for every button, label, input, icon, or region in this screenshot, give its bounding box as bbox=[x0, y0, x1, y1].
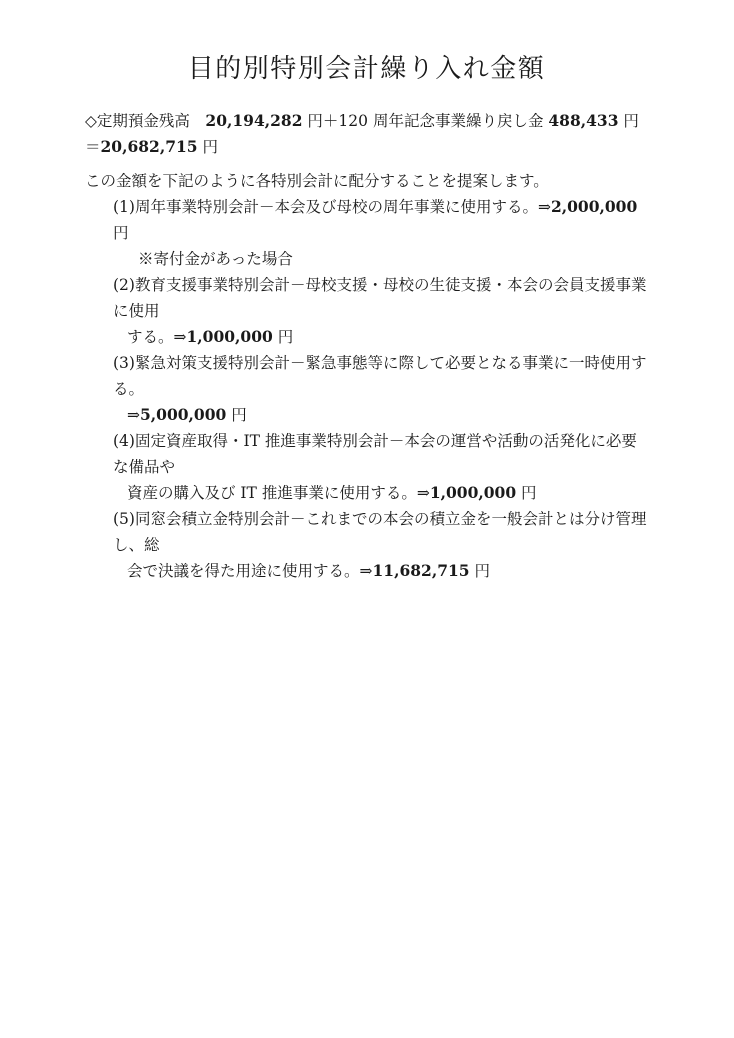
item-text: ⇒ bbox=[127, 406, 140, 424]
total-amount: 20,682,715 bbox=[100, 137, 198, 156]
intro-line: この金額を下記のように各特別会計に配分することを提案します。 bbox=[85, 172, 549, 190]
item-text: 周年事業特別会計－本会及び母校の周年事業に使用する。⇒ bbox=[134, 198, 551, 216]
item-marker: (5) bbox=[113, 510, 135, 528]
item-3-line-1 bbox=[85, 350, 648, 402]
item-text: 教育支援事業特別会計－母校支援・母校の生徒支援・本会の会員支援事業に使用 bbox=[113, 276, 647, 320]
yen-unit: 円 bbox=[197, 138, 219, 156]
item-amount: 2,000,000 bbox=[550, 197, 638, 216]
item-amount: 5,000,000 bbox=[140, 405, 227, 424]
item-marker: (2) bbox=[113, 276, 135, 294]
item-1-note: ※寄付金があった場合 bbox=[138, 250, 293, 268]
deposit-summary-line bbox=[85, 108, 648, 160]
anniversary-return-amount: 488,433 bbox=[548, 111, 619, 130]
deposit-balance-label: ◇定期預金残高 bbox=[85, 112, 206, 130]
item-2-line-2 bbox=[85, 324, 648, 350]
item-text: 会で決議を得た用途に使用する。⇒ bbox=[127, 562, 373, 580]
item-marker: (3) bbox=[113, 354, 135, 372]
item-2-line-1 bbox=[85, 272, 648, 324]
item-text: 同窓会積立金特別会計－これまでの本会の積立金を一般会計とは分け管理し、総 bbox=[113, 510, 647, 554]
item-1-line-1 bbox=[85, 194, 648, 246]
item-unit: 円 bbox=[272, 328, 294, 346]
anniversary-return-label: 円＋120 周年記念事業繰り戻し金 bbox=[302, 112, 549, 130]
item-5-line-2 bbox=[85, 558, 648, 584]
item-text: 固定資産取得・IT 推進事業特別会計－本会の運営や活動の活発化に必要な備品や bbox=[113, 432, 637, 476]
item-5-line-1 bbox=[85, 506, 648, 558]
item-amount: 11,682,715 bbox=[372, 561, 470, 580]
deposit-balance-amount: 20,194,282 bbox=[205, 111, 303, 130]
item-unit: 円 bbox=[516, 484, 537, 502]
item-amount: 1,000,000 bbox=[186, 327, 273, 346]
item-unit: 円 bbox=[113, 224, 129, 242]
item-3-line-2 bbox=[85, 402, 648, 428]
document-title: 目的別特別会計繰り入れ金額 bbox=[187, 54, 546, 84]
item-text: 資産の購入及び IT 推進事業に使用する。⇒ bbox=[127, 484, 430, 502]
equals-sign-text: 円＝ bbox=[85, 112, 639, 156]
item-unit: 円 bbox=[469, 562, 491, 580]
item-amount: 1,000,000 bbox=[429, 483, 517, 502]
item-4-line-2 bbox=[85, 480, 648, 506]
item-4-line-1 bbox=[85, 428, 648, 480]
item-unit: 円 bbox=[226, 406, 247, 424]
item-marker: (1) bbox=[113, 198, 135, 216]
item-text: する。⇒ bbox=[127, 328, 187, 346]
item-marker: (4) bbox=[113, 432, 135, 450]
item-text: 緊急対策支援特別会計－緊急事態等に際して必要となる事業に一時使用する。 bbox=[113, 354, 647, 398]
